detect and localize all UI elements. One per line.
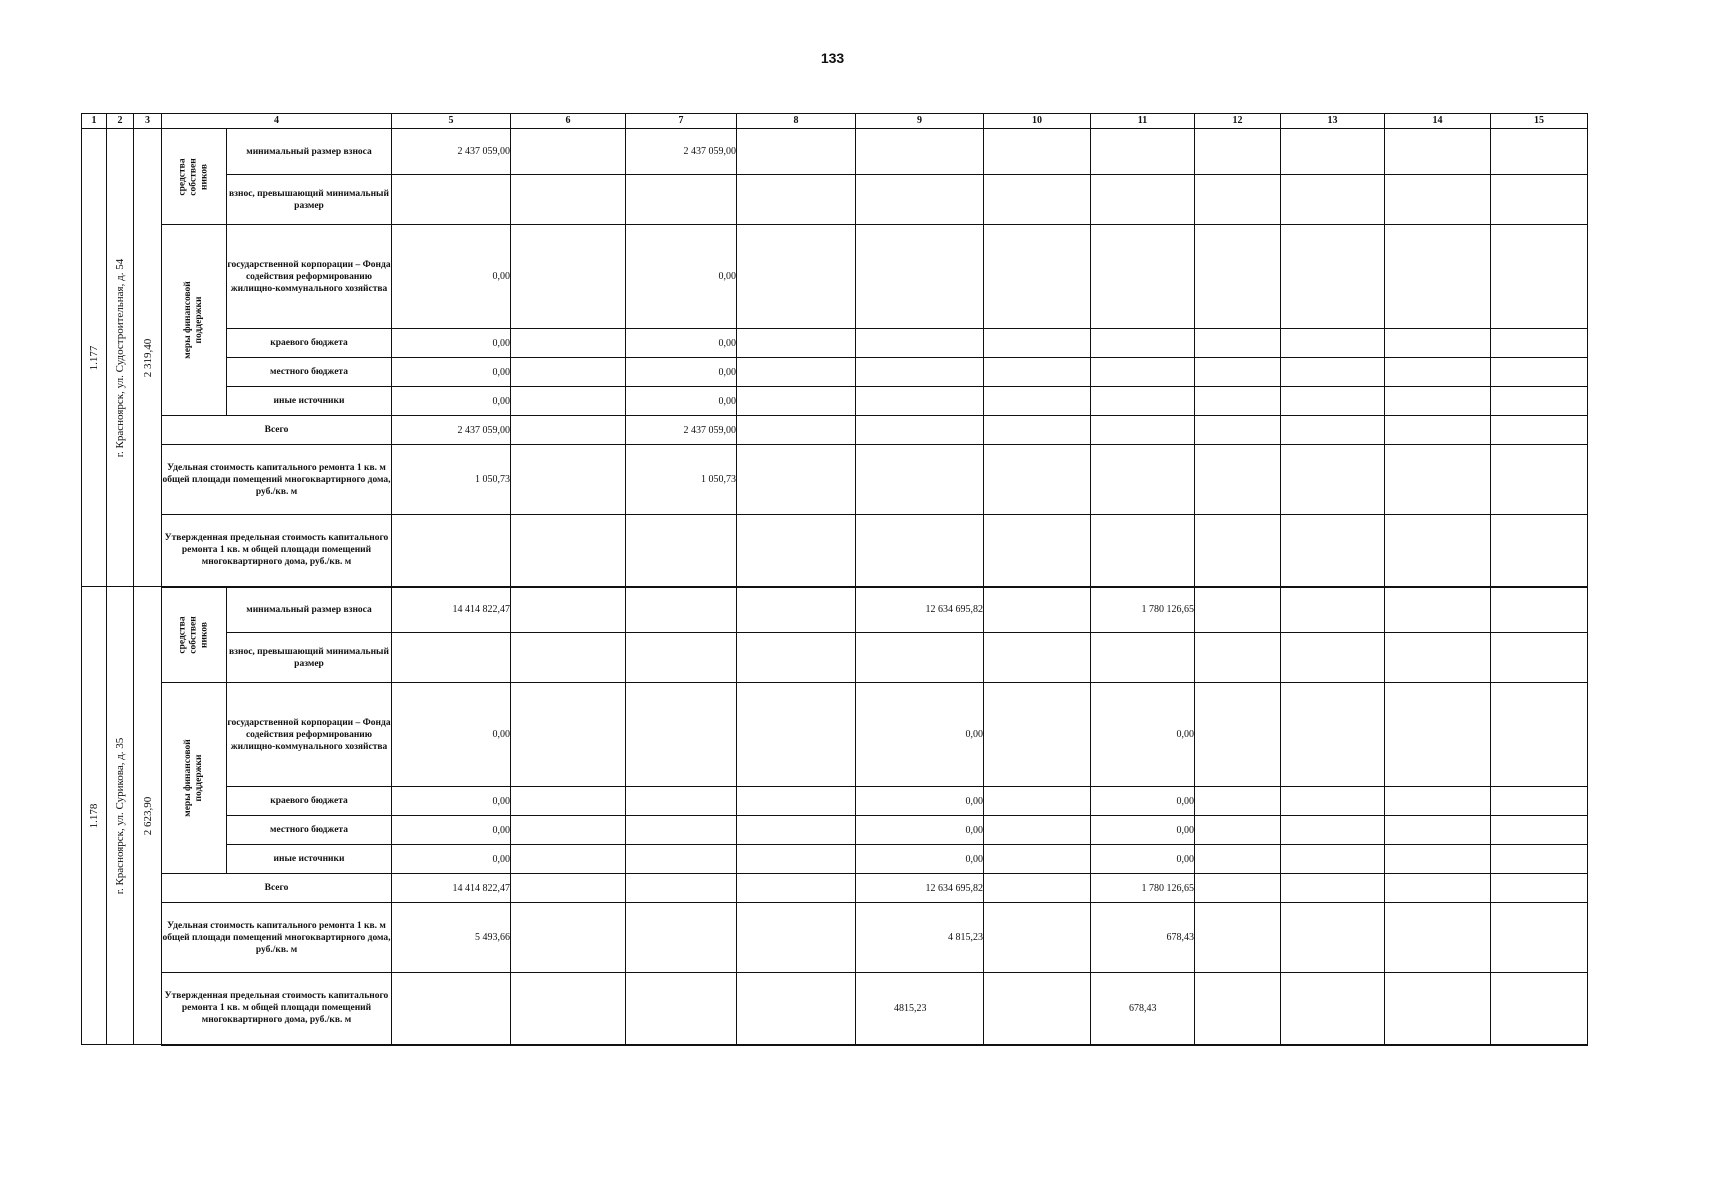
value-cell-c14	[1385, 874, 1491, 903]
value-cell-c9: 4 815,23	[856, 903, 984, 973]
block-address-cell	[107, 587, 134, 1045]
value-cell-c7	[626, 515, 737, 587]
col-num-15: 15	[1491, 114, 1588, 129]
col-num-8: 8	[737, 114, 856, 129]
row-label-min-contribution: минимальный размер взноса	[227, 129, 392, 175]
block-id-cell	[82, 129, 107, 587]
value-cell-c14	[1385, 633, 1491, 683]
value-cell-c9	[856, 225, 984, 329]
table-row	[82, 225, 1588, 329]
value-cell-c8	[737, 633, 856, 683]
value-cell-c5: 2 437 059,00	[392, 416, 511, 445]
value-cell-c9: 4815,23	[856, 973, 984, 1045]
value-cell-c11: 0,00	[1091, 683, 1195, 787]
value-cell-c7: 0,00	[626, 358, 737, 387]
value-cell-c13	[1281, 845, 1385, 874]
row-label-regional-budget: краевого бюджета	[227, 787, 392, 816]
row-label-other-sources: иные источники	[227, 387, 392, 416]
value-cell-c13	[1281, 816, 1385, 845]
value-cell-c14	[1385, 515, 1491, 587]
table-row	[82, 633, 1588, 683]
value-cell-c6	[511, 329, 626, 358]
table-row	[82, 587, 1588, 633]
col-num-2: 2	[107, 114, 134, 129]
owners-funds-group-cell	[162, 587, 227, 683]
row-label-regional-budget: краевого бюджета	[227, 329, 392, 358]
value-cell-c12	[1195, 633, 1281, 683]
value-cell-c13	[1281, 874, 1385, 903]
value-cell-c7	[626, 633, 737, 683]
value-cell-c12	[1195, 903, 1281, 973]
value-cell-c6	[511, 515, 626, 587]
value-cell-c10	[984, 329, 1091, 358]
value-cell-c6	[511, 387, 626, 416]
value-cell-c10	[984, 787, 1091, 816]
value-cell-c9: 0,00	[856, 816, 984, 845]
value-cell-c7: 0,00	[626, 225, 737, 329]
value-cell-c12	[1195, 845, 1281, 874]
support-measures-group-label: меры финансовой поддержки	[183, 281, 204, 359]
value-cell-c5: 0,00	[392, 387, 511, 416]
value-cell-c15	[1491, 358, 1588, 387]
block-address-cell	[107, 129, 134, 587]
value-cell-c6	[511, 358, 626, 387]
block-address: г. Красноярск, ул. Сурикова, д. 35	[114, 737, 126, 894]
column-number-row	[82, 114, 1588, 129]
value-cell-c14	[1385, 587, 1491, 633]
value-cell-c6	[511, 416, 626, 445]
value-cell-c14	[1385, 129, 1491, 175]
value-cell-c14	[1385, 329, 1491, 358]
page-number: 133	[820, 50, 845, 66]
value-cell-c14	[1385, 683, 1491, 787]
value-cell-c8	[737, 845, 856, 874]
value-cell-c7: 0,00	[626, 329, 737, 358]
col-num-5: 5	[392, 114, 511, 129]
value-cell-c11	[1091, 633, 1195, 683]
value-cell-c11: 678,43	[1091, 903, 1195, 973]
value-cell-c6	[511, 903, 626, 973]
value-cell-c12	[1195, 587, 1281, 633]
value-cell-c8	[737, 515, 856, 587]
value-cell-c15	[1491, 874, 1588, 903]
value-cell-c15	[1491, 329, 1588, 358]
value-cell-c5: 14 414 822,47	[392, 874, 511, 903]
value-cell-c14	[1385, 416, 1491, 445]
value-cell-c5	[392, 973, 511, 1045]
value-cell-c9: 0,00	[856, 683, 984, 787]
value-cell-c15	[1491, 787, 1588, 816]
value-cell-c6	[511, 787, 626, 816]
value-cell-c8	[737, 129, 856, 175]
value-cell-c8	[737, 387, 856, 416]
value-cell-c6	[511, 874, 626, 903]
table-row	[82, 445, 1588, 515]
value-cell-c14	[1385, 973, 1491, 1045]
value-cell-c9	[856, 515, 984, 587]
value-cell-c9	[856, 633, 984, 683]
value-cell-c11	[1091, 225, 1195, 329]
value-cell-c6	[511, 845, 626, 874]
value-cell-c15	[1491, 587, 1588, 633]
col-num-9: 9	[856, 114, 984, 129]
value-cell-c8	[737, 874, 856, 903]
value-cell-c13	[1281, 683, 1385, 787]
value-cell-c5: 0,00	[392, 787, 511, 816]
owners-funds-group-label: средства собствен ников	[177, 157, 210, 196]
value-cell-c7	[626, 903, 737, 973]
value-cell-c13	[1281, 903, 1385, 973]
row-label-local-budget: местного бюджета	[227, 358, 392, 387]
value-cell-c15	[1491, 445, 1588, 515]
value-cell-c13	[1281, 358, 1385, 387]
value-cell-c11: 0,00	[1091, 816, 1195, 845]
value-cell-c10	[984, 225, 1091, 329]
value-cell-c10	[984, 175, 1091, 225]
value-cell-c9	[856, 445, 984, 515]
col-num-1: 1	[82, 114, 107, 129]
block-id: 1.178	[88, 803, 100, 828]
value-cell-c8	[737, 787, 856, 816]
value-cell-c14	[1385, 845, 1491, 874]
value-cell-c8	[737, 175, 856, 225]
value-cell-c9	[856, 129, 984, 175]
value-cell-c8	[737, 903, 856, 973]
row-label-total: Всего	[162, 874, 392, 903]
value-cell-c6	[511, 816, 626, 845]
value-cell-c5	[392, 633, 511, 683]
table-row	[82, 515, 1588, 587]
value-cell-c10	[984, 515, 1091, 587]
value-cell-c10	[984, 416, 1091, 445]
value-cell-c15	[1491, 683, 1588, 787]
value-cell-c10	[984, 445, 1091, 515]
value-cell-c13	[1281, 973, 1385, 1045]
value-cell-c5: 0,00	[392, 225, 511, 329]
table-row	[82, 787, 1588, 816]
value-cell-c11	[1091, 515, 1195, 587]
value-cell-c6	[511, 633, 626, 683]
value-cell-c15	[1491, 416, 1588, 445]
col-num-4: 4	[162, 114, 392, 129]
table-row	[82, 845, 1588, 874]
col-num-7: 7	[626, 114, 737, 129]
value-cell-c10	[984, 129, 1091, 175]
value-cell-c13	[1281, 445, 1385, 515]
value-cell-c10	[984, 845, 1091, 874]
value-cell-c10	[984, 387, 1091, 416]
block-id-cell	[82, 587, 107, 1045]
table-row	[82, 683, 1588, 787]
block-area-cell	[134, 587, 162, 1045]
value-cell-c5: 1 050,73	[392, 445, 511, 515]
table-row	[82, 973, 1588, 1045]
value-cell-c13	[1281, 416, 1385, 445]
value-cell-c11: 678,43	[1091, 973, 1195, 1045]
value-cell-c12	[1195, 175, 1281, 225]
row-label-local-budget: местного бюджета	[227, 816, 392, 845]
value-cell-c14	[1385, 175, 1491, 225]
value-cell-c14	[1385, 358, 1491, 387]
table-row	[82, 416, 1588, 445]
row-label-min-contribution: минимальный размер взноса	[227, 587, 392, 633]
value-cell-c10	[984, 973, 1091, 1045]
value-cell-c8	[737, 416, 856, 445]
value-cell-c8	[737, 587, 856, 633]
value-cell-c12	[1195, 387, 1281, 416]
block-area: 2 623,90	[141, 796, 154, 835]
value-cell-c15	[1491, 387, 1588, 416]
value-cell-c9	[856, 175, 984, 225]
value-cell-c9	[856, 329, 984, 358]
row-label-approved-limit: Утвержденная предельная стоимость капитального ремонта 1 кв. м общей площади помещений многоквартирного дома, руб./кв. м	[162, 973, 392, 1045]
table-row	[82, 816, 1588, 845]
value-cell-c13	[1281, 515, 1385, 587]
value-cell-c7	[626, 787, 737, 816]
value-cell-c13	[1281, 387, 1385, 416]
row-label-state-corp: государственной корпорации – Фонда содействия реформированию жилищно-коммунального хозяйства	[227, 225, 392, 329]
value-cell-c12	[1195, 416, 1281, 445]
value-cell-c11: 0,00	[1091, 845, 1195, 874]
value-cell-c12	[1195, 973, 1281, 1045]
table-row	[82, 874, 1588, 903]
value-cell-c10	[984, 587, 1091, 633]
value-cell-c15	[1491, 845, 1588, 874]
table-row	[82, 129, 1588, 175]
value-cell-c14	[1385, 387, 1491, 416]
block-id: 1.177	[88, 345, 100, 370]
value-cell-c14	[1385, 816, 1491, 845]
value-cell-c5	[392, 175, 511, 225]
col-num-10: 10	[984, 114, 1091, 129]
row-label-total: Всего	[162, 416, 392, 445]
value-cell-c5: 0,00	[392, 358, 511, 387]
value-cell-c15	[1491, 515, 1588, 587]
value-cell-c14	[1385, 787, 1491, 816]
value-cell-c9: 0,00	[856, 845, 984, 874]
value-cell-c14	[1385, 225, 1491, 329]
value-cell-c7	[626, 683, 737, 787]
value-cell-c12	[1195, 329, 1281, 358]
value-cell-c9: 0,00	[856, 787, 984, 816]
value-cell-c7	[626, 175, 737, 225]
value-cell-c9: 12 634 695,82	[856, 587, 984, 633]
col-num-13: 13	[1281, 114, 1385, 129]
value-cell-c11: 1 780 126,65	[1091, 874, 1195, 903]
value-cell-c11	[1091, 358, 1195, 387]
value-cell-c14	[1385, 903, 1491, 973]
row-label-other-sources: иные источники	[227, 845, 392, 874]
value-cell-c6	[511, 175, 626, 225]
value-cell-c9	[856, 387, 984, 416]
support-measures-group-label: меры финансовой поддержки	[183, 739, 204, 817]
value-cell-c11	[1091, 129, 1195, 175]
block-area-cell	[134, 129, 162, 587]
row-label-unit-cost: Удельная стоимость капитального ремонта 1 кв. м общей площади помещений многоквартирного дома, руб./кв. м	[162, 903, 392, 973]
owners-funds-group-cell	[162, 129, 227, 225]
value-cell-c7	[626, 845, 737, 874]
value-cell-c13	[1281, 587, 1385, 633]
value-cell-c13	[1281, 329, 1385, 358]
value-cell-c10	[984, 874, 1091, 903]
value-cell-c6	[511, 225, 626, 329]
block-address: г. Красноярск, ул. Судостроительная, д. 54	[114, 258, 126, 457]
value-cell-c8	[737, 973, 856, 1045]
value-cell-c6	[511, 683, 626, 787]
support-measures-group-cell	[162, 225, 227, 416]
value-cell-c7	[626, 874, 737, 903]
value-cell-c7	[626, 816, 737, 845]
value-cell-c15	[1491, 225, 1588, 329]
value-cell-c5: 0,00	[392, 845, 511, 874]
value-cell-c7: 2 437 059,00	[626, 416, 737, 445]
value-cell-c6	[511, 129, 626, 175]
value-cell-c8	[737, 816, 856, 845]
value-cell-c8	[737, 445, 856, 515]
value-cell-c11	[1091, 387, 1195, 416]
col-num-11: 11	[1091, 114, 1195, 129]
col-num-6: 6	[511, 114, 626, 129]
table-row	[82, 175, 1588, 225]
col-num-3: 3	[134, 114, 162, 129]
value-cell-c13	[1281, 225, 1385, 329]
value-cell-c13	[1281, 129, 1385, 175]
value-cell-c7: 0,00	[626, 387, 737, 416]
value-cell-c13	[1281, 633, 1385, 683]
value-cell-c12	[1195, 445, 1281, 515]
support-measures-group-cell	[162, 683, 227, 874]
value-cell-c5	[392, 515, 511, 587]
value-cell-c5: 0,00	[392, 683, 511, 787]
block-area: 2 319,40	[141, 338, 154, 377]
value-cell-c12	[1195, 515, 1281, 587]
value-cell-c12	[1195, 683, 1281, 787]
value-cell-c7: 2 437 059,00	[626, 129, 737, 175]
value-cell-c6	[511, 445, 626, 515]
row-label-state-corp: государственной корпорации – Фонда содействия реформированию жилищно-коммунального хозяйства	[227, 683, 392, 787]
value-cell-c12	[1195, 874, 1281, 903]
value-cell-c11: 1 780 126,65	[1091, 587, 1195, 633]
value-cell-c12	[1195, 816, 1281, 845]
value-cell-c7	[626, 973, 737, 1045]
value-cell-c10	[984, 683, 1091, 787]
value-cell-c12	[1195, 787, 1281, 816]
table-row	[82, 358, 1588, 387]
value-cell-c11	[1091, 445, 1195, 515]
table-row	[82, 387, 1588, 416]
value-cell-c8	[737, 225, 856, 329]
value-cell-c15	[1491, 973, 1588, 1045]
value-cell-c12	[1195, 358, 1281, 387]
value-cell-c11	[1091, 329, 1195, 358]
value-cell-c8	[737, 358, 856, 387]
value-cell-c8	[737, 683, 856, 787]
capital-repair-table	[81, 113, 1588, 1046]
owners-funds-group-label: средства собствен ников	[177, 616, 210, 654]
value-cell-c10	[984, 358, 1091, 387]
value-cell-c5: 0,00	[392, 329, 511, 358]
value-cell-c15	[1491, 129, 1588, 175]
value-cell-c10	[984, 633, 1091, 683]
row-label-approved-limit: Утвержденная предельная стоимость капитального ремонта 1 кв. м общей площади помещений многоквартирного дома, руб./кв. м	[162, 515, 392, 587]
value-cell-c10	[984, 903, 1091, 973]
value-cell-c11	[1091, 416, 1195, 445]
value-cell-c14	[1385, 445, 1491, 515]
value-cell-c15	[1491, 903, 1588, 973]
value-cell-c8	[737, 329, 856, 358]
value-cell-c13	[1281, 787, 1385, 816]
value-cell-c7: 1 050,73	[626, 445, 737, 515]
col-num-14: 14	[1385, 114, 1491, 129]
value-cell-c9	[856, 416, 984, 445]
value-cell-c9	[856, 358, 984, 387]
value-cell-c13	[1281, 175, 1385, 225]
row-label-unit-cost: Удельная стоимость капитального ремонта 1 кв. м общей площади помещений многоквартирного дома, руб./кв. м	[162, 445, 392, 515]
value-cell-c6	[511, 587, 626, 633]
value-cell-c5: 5 493,66	[392, 903, 511, 973]
value-cell-c11: 0,00	[1091, 787, 1195, 816]
value-cell-c11	[1091, 175, 1195, 225]
table-row	[82, 329, 1588, 358]
col-num-12: 12	[1195, 114, 1281, 129]
value-cell-c12	[1195, 129, 1281, 175]
value-cell-c10	[984, 816, 1091, 845]
value-cell-c6	[511, 973, 626, 1045]
row-label-over-min: взнос, превышающий минимальный размер	[227, 175, 392, 225]
table-row	[82, 903, 1588, 973]
row-label-over-min: взнос, превышающий минимальный размер	[227, 633, 392, 683]
value-cell-c7	[626, 587, 737, 633]
value-cell-c12	[1195, 225, 1281, 329]
value-cell-c15	[1491, 816, 1588, 845]
value-cell-c5: 0,00	[392, 816, 511, 845]
value-cell-c5: 14 414 822,47	[392, 587, 511, 633]
value-cell-c15	[1491, 633, 1588, 683]
value-cell-c5: 2 437 059,00	[392, 129, 511, 175]
value-cell-c15	[1491, 175, 1588, 225]
value-cell-c9: 12 634 695,82	[856, 874, 984, 903]
